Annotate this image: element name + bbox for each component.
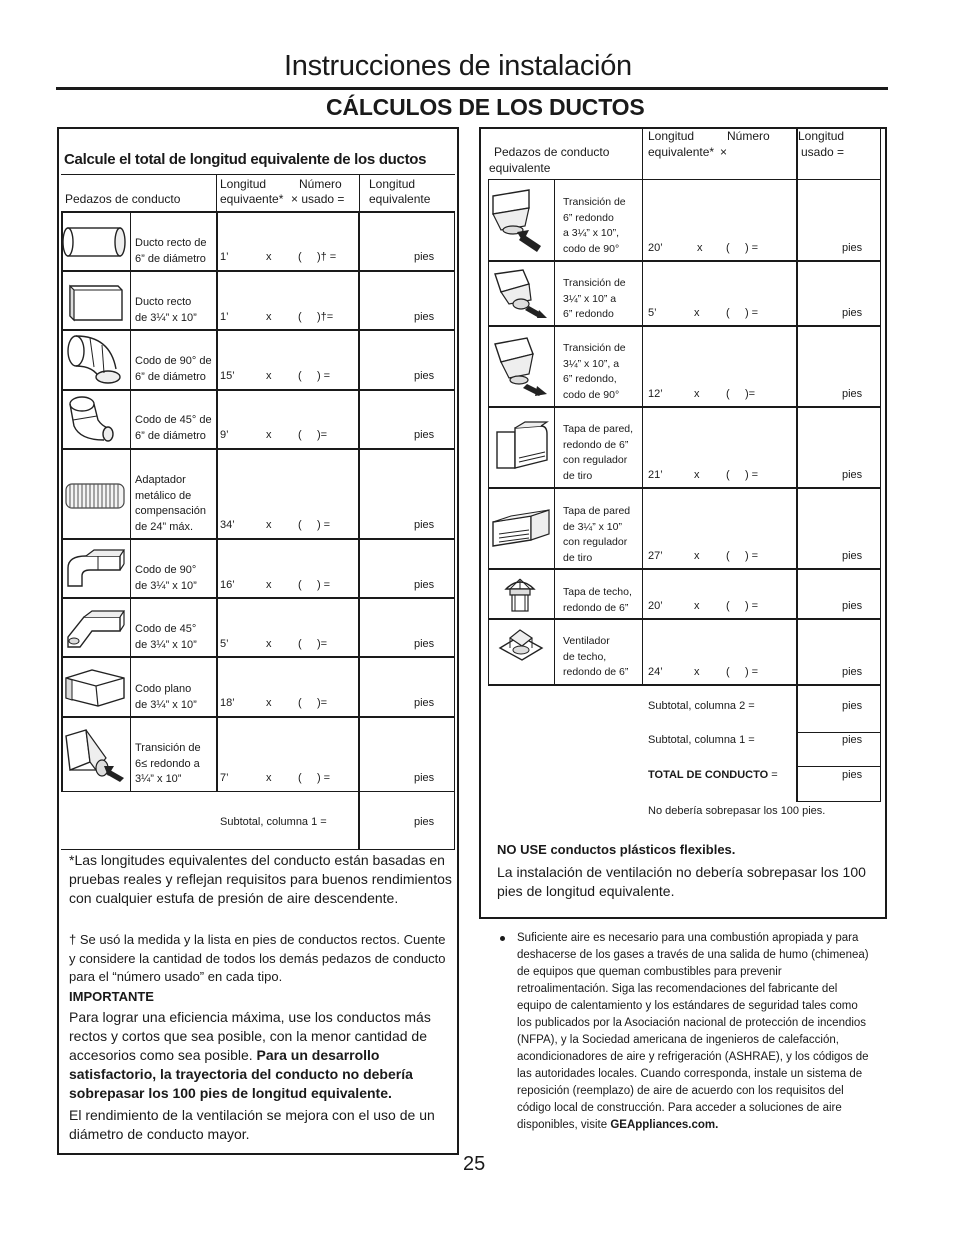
transition-rect-round-90-icon <box>489 334 553 400</box>
roof-vent-icon <box>496 624 546 668</box>
round-duct-icon <box>62 222 128 262</box>
header-number: Número <box>299 177 342 191</box>
flat-elbow-icon <box>62 664 128 710</box>
calc-heading: Calcule el total de longitud equivalente de los ductos <box>64 151 427 168</box>
elbow-90-round-icon <box>64 333 126 387</box>
number-used-input[interactable]: ( ) = <box>726 550 759 562</box>
footnote-equivalent: *Las longitudes equivalentes del conducto están basadas en pruebas reales y reflejan requisitos para buenos rendimientos con cualquier estufa de presión de aire descendente. <box>69 852 452 906</box>
right-row-label: Tapa de pared de 3¼” x 10” con regulador de tiro <box>563 505 631 564</box>
right-row-label: Transición de 6” redondo a 3¼” x 10”, codo de 90° <box>563 196 626 255</box>
transition-rect-round-icon <box>489 266 553 322</box>
roof-cap-icon <box>500 573 540 615</box>
transition-round-rect-icon <box>62 726 128 784</box>
left-row-label: Codo de 90° de 6” de diámetro <box>135 355 212 383</box>
total-label: TOTAL DE CONDUCTO = <box>648 769 778 781</box>
flex-adapter-icon <box>62 478 128 514</box>
elbow-45-rect-icon <box>62 605 128 651</box>
number-used-input[interactable]: ( ) = <box>298 579 331 591</box>
number-used-input[interactable]: ( ) = <box>726 666 759 678</box>
left-row-label: Transición de 6≤ redondo a 3¼” x 10” <box>135 742 201 785</box>
wall-cap-rect-icon <box>489 500 553 558</box>
right-row-label: Tapa de pared, redondo de 6” con regulador de tiro <box>563 423 634 482</box>
bullet-icon <box>500 936 505 941</box>
number-used-input[interactable]: ( )† = <box>298 251 337 263</box>
left-row-label: Ducto recto de 6” de diámetro <box>135 237 207 265</box>
number-used-input[interactable]: ( )= <box>298 429 328 441</box>
right-header-piece: Pedazos de conducto <box>494 145 610 159</box>
number-used-input[interactable]: ( ) = <box>726 600 759 612</box>
number-used-input[interactable]: ( ) = <box>298 519 331 531</box>
right-row-label: Tapa de techo, redondo de 6” <box>563 586 632 614</box>
left-subtotal-label: Subtotal, columna 1 = <box>220 816 327 828</box>
number-used-input[interactable]: ( ) = <box>726 307 759 319</box>
number-used-input[interactable]: ( ) = <box>298 772 331 784</box>
ge-link[interactable]: GEAppliances.com. <box>610 1119 719 1131</box>
right-subtotal1-input[interactable]: pies <box>842 734 863 746</box>
rect-duct-icon <box>62 280 128 324</box>
page-number: 25 <box>463 1153 486 1175</box>
number-used-input[interactable]: ( ) = <box>726 469 759 481</box>
footnote-dagger: † Se usó la medida y la lista en pies de conductos rectos. Cuente y considere la cantidad de todos los demás pedazos de conducto para el “número usado” en cada tipo. <box>69 932 446 984</box>
left-row-label: Ducto recto de 3¼” x 10” <box>135 296 197 324</box>
right-row-label: Ventilador de techo, redondo de 6” <box>563 635 629 678</box>
transition-90-icon <box>489 186 553 256</box>
left-row-label: Adaptador metálico de compensación de 24” máx. <box>135 474 206 533</box>
number-used-input[interactable]: ( ) = <box>298 370 331 382</box>
header-piece: Pedazos de conducto <box>65 192 181 206</box>
right-subtotal1-label: Subtotal, columna 1 = <box>648 734 755 746</box>
section-title: CÁLCULOS DE LOS DUCTOS <box>326 94 645 120</box>
page-title: Instrucciones de instalación <box>284 50 632 82</box>
left-row-label: Codo de 45° de 3¼” x 10” <box>135 623 197 651</box>
right-subtotal2-input[interactable]: pies <box>842 700 863 712</box>
left-row-label: Codo de 45° de 6” de diámetro <box>135 414 212 442</box>
right-subtotal2-label: Subtotal, columna 2 = <box>648 700 755 712</box>
right-row-label: Transición de 3¼” x 10” a 6” redondo <box>563 277 626 320</box>
title-rule <box>56 87 888 90</box>
important-label: IMPORTANTE <box>69 989 154 1004</box>
right-header-length: Longitud <box>648 129 695 143</box>
right-header-used: Longitud <box>798 129 845 143</box>
important-text: Para lograr una eficiencia máxima, use los conductos más rectos y cortos que sea posible, con la menor cantidad de accesorios como sea posible. Para un desarrollo satisfactorio, la trayectoria del conducto no debería sobrepasar los 100 pies de longitud equivalente. <box>69 1009 431 1101</box>
elbow-90-rect-icon <box>62 546 128 592</box>
no-plastic-warning: NO USE conductos plásticos flexibles. <box>497 842 736 857</box>
performance-text: El rendimiento de la ventilación se mejora con el uso de un diámetro de conducto mayor. <box>69 1107 435 1142</box>
right-header-number: Número <box>727 129 770 143</box>
total-input[interactable]: pies <box>842 769 863 781</box>
number-used-input[interactable]: ( ) = <box>726 242 759 254</box>
no-plastic-text: La instalación de ventilación no debería sobrepasar los 100 pies de longitud equivalente. <box>497 864 866 899</box>
header-length: Longitud <box>220 177 267 191</box>
no-exceed-note: No debería sobrepasar los 100 pies. <box>648 805 826 817</box>
left-row-label: Codo plano de 3¼” x 10” <box>135 683 197 711</box>
number-used-input[interactable]: ( )= <box>298 638 328 650</box>
left-subtotal-input[interactable]: pies <box>414 816 435 828</box>
number-used-input[interactable]: ( )†= <box>298 311 334 323</box>
number-used-input[interactable]: ( )= <box>298 697 328 709</box>
number-used-input[interactable]: ( )= <box>726 388 756 400</box>
left-row-label: Codo de 90° de 3¼” x 10” <box>135 564 197 592</box>
wall-cap-round-icon <box>489 418 553 478</box>
elbow-45-round-icon <box>64 392 126 446</box>
header-equiv: Longitud <box>369 177 416 191</box>
air-supply-note: Suficiente aire es necesario para una combustión apropiada y para deshacerse de los gases a través de una salida de humo (chimenea) de equipos que queman combustibles para prevenir retroalimentación. Siga las recomendaciones del fabricante del equipo de calentamiento y los estándares de seguridad tales como los publicados por la Asociación nacional de protección de incendios (NFPA), y la Sociedad americana de ingenieros de calefacción, acondicionadores de aire y refrigeración (ASHRAE), y los códigos de las autoridades locales. Cuando corresponda, instale un sistema de reposición (reemplazo) de aire de acuerdo con los requisitos del código local de construcción. Para acceder a soluciones de aire disponibles, visite GEAppliances.com. <box>517 932 869 1131</box>
right-row-label: Transición de 3¼” x 10”, a 6” redondo, codo de 90° <box>563 342 626 401</box>
